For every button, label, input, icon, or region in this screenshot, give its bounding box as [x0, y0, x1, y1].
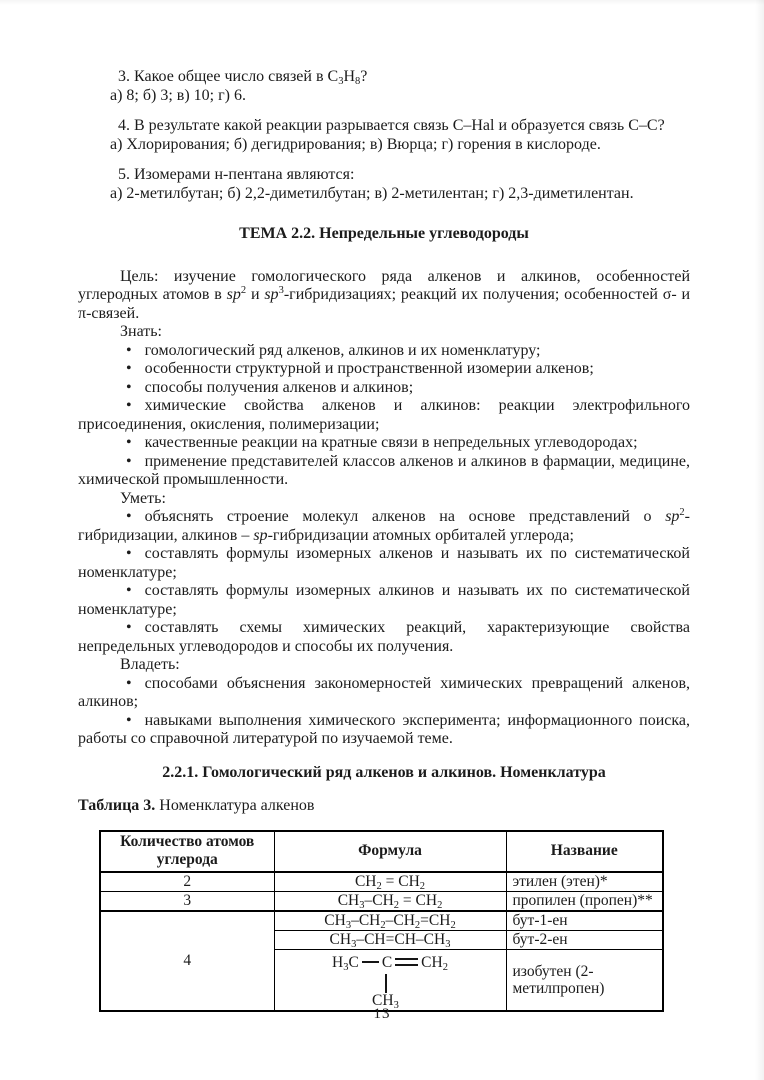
table-caption-text: Номенклатура алкенов: [155, 797, 315, 814]
question-text: 5. Изомерами н-пентана являются:: [118, 166, 355, 183]
answer-options: а) 2-метилбутан; б) 2,2-диметилбутан; в) 2-метилентан; г) 2,3-диметилентан.: [110, 184, 634, 202]
table-row: [100, 911, 663, 931]
list-item: [78, 434, 690, 453]
goal-paragraph: Цель: изучение гомологического ряда алкенов и алкинов, особенностей углеродных атомов в $sp^2$ и $sp^3$-гибридизациях; реакций их получения; особенностей σ- и π-связей.: [78, 267, 691, 322]
bullet-icon: •: [126, 711, 132, 729]
list-item-text: объяснять строение молекул алкенов на основе представлений о $sp^2$-гибридизации, алкинов – sp-гибридизации атомных орбиталей углерода;: [78, 507, 690, 544]
page-number: 13: [373, 1005, 391, 1022]
single-bond-icon: [362, 961, 379, 963]
list-item: [78, 379, 690, 398]
bullet-icon: •: [126, 397, 132, 414]
cell-name: изобутен (2-метилпропен): [506, 949, 663, 1011]
able-label: Уметь:: [120, 489, 166, 507]
list-item-text: особенности структурной и пространственной изомерии алкенов;: [144, 360, 594, 377]
cell-carbons: 2: [100, 872, 274, 892]
list-item: [78, 360, 690, 379]
cell-formula: $CH_3-CH_2-CH_2=CH_2$: [274, 911, 506, 931]
list-item-text: качественные реакции на кратные связи в непредельных углеводородах;: [144, 434, 638, 451]
list-item-text: навыками выполнения химического эксперимента; информационного поиска, работы со справочной литературой по изучаемой теме.: [78, 711, 690, 747]
cell-name: бут-2-ен: [506, 930, 663, 949]
cell-carbons: 3: [100, 891, 274, 911]
answer-options: а) Хлорирования; б) дегидрирования; в) Вюрца; г) горения в кислороде.: [110, 135, 601, 153]
struct-ch2: $CH_2$: [421, 953, 448, 973]
cell-carbons: 4: [100, 911, 274, 1011]
table-header-row: [100, 831, 663, 872]
list-item: [78, 712, 690, 749]
bullet-icon: •: [126, 674, 132, 692]
cell-name: бут-1-ен: [506, 911, 663, 931]
list-item-text: химические свойства алкенов и алкинов: реакции электрофильного присоединения, окисления, полимеризации;: [78, 397, 690, 433]
table-row: [100, 891, 663, 911]
bullet-icon: •: [126, 360, 132, 377]
cell-formula: $CH_3-CH=CH-CH_3$: [274, 930, 506, 949]
subsection-title: 2.2.1. Гомологический ряд алкенов и алкинов. Номенклатура: [162, 763, 606, 781]
own-label: Владеть:: [120, 656, 180, 673]
list-item: [78, 397, 690, 434]
section-title: ТЕМА 2.2. Непредельные углеводороды: [239, 225, 529, 242]
struct-h3c: $H_3C$: [332, 953, 359, 973]
column-header-carbons: Количество атомов углерода: [100, 831, 274, 872]
cell-formula: [274, 949, 506, 1011]
list-item-text: способами объяснения закономерностей химических превращений алкенов, алкинов;: [78, 674, 690, 710]
list-item: [78, 342, 690, 361]
list-item-text: составлять формулы изомерных алкенов и называть их по систематической номенклатуре;: [78, 545, 690, 581]
question-block-4: [110, 117, 690, 154]
struct-ch3: $CH_3$: [372, 991, 399, 1011]
list-item-text: применение представителей классов алкенов и алкинов в фармации, медицине, химической промышленности.: [78, 452, 690, 488]
bullet-icon: •: [126, 508, 132, 525]
double-bond-icon: [395, 958, 418, 966]
cell-formula: $CH_3-CH_2 = CH_2$: [274, 891, 506, 911]
cell-name: пропилен (пропен)**: [506, 891, 663, 911]
list-item: [78, 508, 690, 545]
bullet-icon: •: [126, 545, 132, 562]
list-item-text: способы получения алкенов и алкинов;: [144, 378, 414, 396]
cell-name: этилен (этен)*: [506, 872, 663, 892]
alkene-nomenclature-table: [99, 830, 664, 1012]
question-text: 3. Какое общее число связей в $C_3H_8$?: [118, 68, 368, 87]
list-item-text: составлять схемы химических реакций, характеризующие свойства непредельных углеводородов и способы их получения.: [78, 619, 690, 655]
vertical-bond-icon: [385, 974, 387, 993]
cell-formula: $CH_2 = CH_2$: [274, 872, 506, 892]
struct-c: C: [381, 953, 393, 971]
column-header-formula: Формула: [274, 831, 506, 872]
bullet-icon: •: [126, 378, 132, 396]
question-text: 4. В результате какой реакции разрывается связь C–Hal и образуется связь C–C?: [118, 117, 665, 134]
isobutene-structural-formula: [332, 952, 448, 1009]
answer-options: а) 8; б) 3; в) 10; г) 6.: [110, 86, 247, 104]
list-item-text: гомологический ряд алкенов, алкинов и их номенклатуру;: [144, 341, 541, 359]
column-header-name: Название: [506, 831, 663, 872]
bullet-icon: •: [126, 341, 132, 359]
bullet-icon: •: [126, 582, 132, 599]
list-item: [78, 545, 690, 582]
bullet-icon: •: [126, 619, 132, 636]
question-block-5: [110, 166, 690, 203]
list-item: [78, 582, 690, 619]
table-row: [100, 872, 663, 892]
know-label: Знать:: [120, 323, 162, 340]
table-caption-label: Таблица 3.: [78, 797, 156, 814]
table-caption: [78, 797, 690, 816]
list-item: [78, 453, 690, 490]
bullet-icon: •: [126, 434, 132, 451]
list-item: [78, 619, 690, 656]
questions-section: [110, 68, 690, 203]
bullet-icon: •: [126, 452, 132, 470]
list-item-text: составлять формулы изомерных алкинов и называть их по систематической номенклатуре;: [78, 582, 690, 618]
question-block-3: [110, 68, 690, 105]
list-item: [78, 675, 690, 712]
